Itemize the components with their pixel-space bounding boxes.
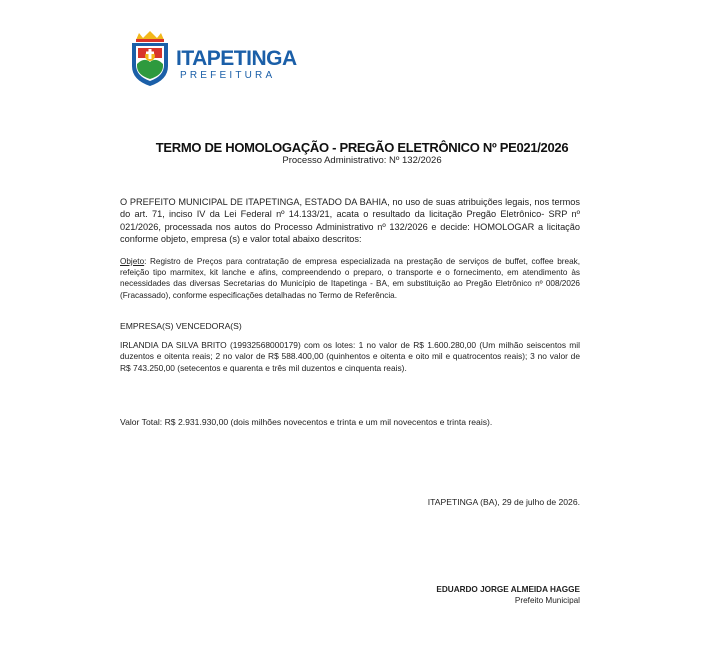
valor-total: Valor Total: R$ 2.931.930,00 (dois milhões novecentos e trinta e um mil novecentos e trinta reais). — [120, 417, 493, 427]
logo-subtitle: PREFEITURA — [180, 70, 276, 81]
empresa-paragraph: IRLANDIA DA SILVA BRITO (19932568000179) com os lotes: 1 no valor de R$ 1.600.280,00 (Um milhão seiscentos mil duzentos e oitenta reais; 2 no valor de R$ 588.400,00 (quinhentos e oitenta e oito mil e quatrocentos reais); 3 no valor de R$ 743.250,00 (setecentos e quarenta e três mil duzentos e cinquenta reais). — [120, 340, 580, 373]
place-date: ITAPETINGA (BA), 29 de julho de 2026. — [427, 497, 580, 507]
objeto-label: Objeto — [120, 257, 145, 266]
logo-name: ITAPETINGA — [176, 47, 297, 70]
objeto-paragraph — [120, 256, 580, 301]
document-title: TERMO DE HOMOLOGAÇÃO - PREGÃO ELETRÔNICO Nº PE021/2026 — [155, 140, 569, 155]
prefeitura-logo — [128, 30, 297, 88]
signature-block — [436, 584, 580, 606]
empresa-heading: EMPRESA(S) VENCEDORA(S) — [120, 321, 242, 331]
intro-paragraph: O PREFEITO MUNICIPAL DE ITAPETINGA, ESTADO DA BAHIA, no uso de suas atribuições legais, nos termos do art. 71, inciso IV da Lei Federal nº 14.133/21, acata o resultado da licitação Pregão Eletrônico- SRP nº 021/2026, processada nos autos do Processo Administrativo nº 132/2026 e decide: HOMOLOGAR a licitação conforme objeto, empresa (s) e valor total abaixo descritos: — [120, 197, 580, 245]
document-subtitle: Processo Administrativo: Nº 132/2026 — [282, 155, 442, 166]
objeto-text: : Registro de Preços para contratação de empresa especializada na prestação de serviços de buffet, coffee break, refeição tipo marmitex, kit lanche e afins, compreendendo o preparo, o transporte e o fornecimento, em atendimento às necessidades das diversas Secretarias do Município de Itapetinga - BA, em substituição ao Pregão Eletrônico nº 008/2026 (Fracassado), conforme especificações detalhadas no Termo de Referência. — [120, 257, 580, 300]
coat-of-arms-icon — [128, 30, 172, 88]
signer-name: EDUARDO JORGE ALMEIDA HAGGE — [436, 585, 580, 594]
signer-role: Prefeito Municipal — [514, 596, 580, 605]
